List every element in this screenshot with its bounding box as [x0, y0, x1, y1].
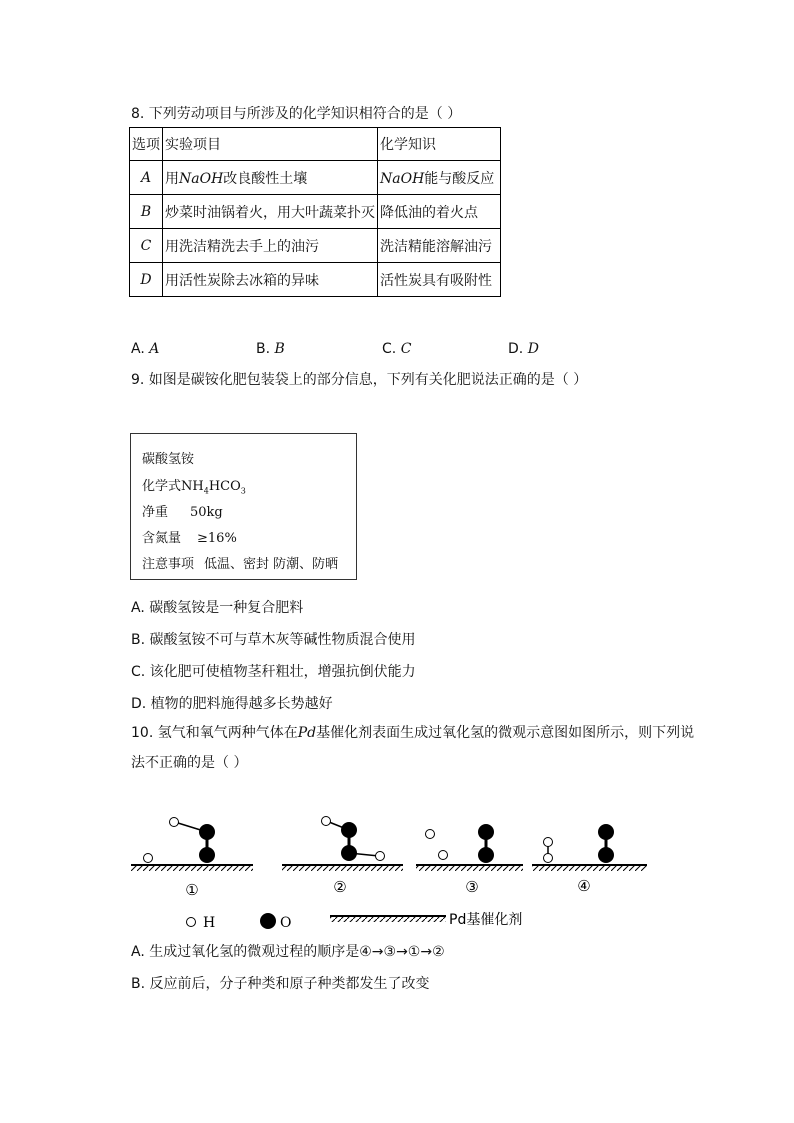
- fertilizer-label-box: [130, 433, 357, 580]
- knowledge-chem: NaOH: [380, 170, 425, 187]
- o-atom-icon: [478, 847, 494, 863]
- choice-value: C: [400, 341, 412, 357]
- q8-table: [129, 127, 501, 297]
- table-row: [130, 161, 501, 195]
- legend-catalyst-label: Pd基催化剂: [449, 912, 523, 928]
- header-option: 选项: [130, 128, 163, 161]
- row-option: C: [130, 229, 163, 263]
- table-row: [130, 195, 501, 229]
- q8-stem: 8. 下列劳动项目与所涉及的化学知识相符合的是（ ）: [131, 106, 462, 122]
- nitrogen-value: ≥16%: [197, 531, 237, 546]
- row-knowledge: 活性炭具有吸附性: [378, 263, 501, 297]
- h-atom-icon: [544, 854, 553, 863]
- notes-value: 低温、密封 防潮、防晒: [204, 557, 339, 572]
- table-row: [130, 229, 501, 263]
- o-atom-icon: [341, 822, 357, 838]
- row-item: 炒菜时油锅着火，用大叶蔬菜扑灭: [163, 195, 378, 229]
- row-item: [163, 161, 378, 195]
- item-text: 用: [165, 170, 179, 187]
- row-knowledge: 洗洁精能溶解油污: [378, 229, 501, 263]
- formula-subscript: 4: [203, 486, 209, 496]
- step-2-surface: [282, 865, 403, 871]
- o-atom-icon: [598, 824, 614, 840]
- legend-h-icon: [187, 918, 196, 927]
- row-option: A: [130, 161, 163, 195]
- row-option: D: [130, 263, 163, 297]
- choice-label: A.: [131, 341, 145, 357]
- q9-option-a: A. 碳酸氢铵是一种复合肥料: [131, 600, 304, 616]
- q8-choice-b: [256, 339, 285, 359]
- formula-mid: HCO: [208, 479, 241, 494]
- legend-catalyst-icon: [330, 916, 446, 922]
- h-atom-icon: [544, 838, 553, 847]
- legend-h-label: H: [203, 915, 216, 930]
- row-item: 用活性炭除去冰箱的异味: [163, 263, 378, 297]
- item-chem: NaOH: [179, 170, 224, 187]
- q9-option-b: B. 碳酸氢铵不可与草木灰等碱性物质混合使用: [131, 632, 416, 648]
- notes-label: 注意事项: [142, 557, 195, 572]
- table-header-row: [130, 128, 501, 161]
- stem-text: 10. 氢气和氧气两种气体在: [131, 725, 298, 741]
- fertilizer-name: 碳酸氢铵: [142, 452, 195, 467]
- q8-choice-c: [382, 339, 411, 359]
- row-knowledge: 降低油的着火点: [378, 195, 501, 229]
- header-item: 实验项目: [163, 128, 378, 161]
- q8-choice-a: [131, 339, 159, 359]
- o-atom-icon: [598, 847, 614, 863]
- table-row: [130, 263, 501, 297]
- weight-value: 50kg: [190, 505, 223, 520]
- q10-stem-line2: 法不正确的是（ ）: [131, 755, 248, 771]
- q10-option-a: A. 生成过氧化氢的微观过程的顺序是④→③→①→②: [131, 944, 445, 960]
- o-atom-icon: [478, 824, 494, 840]
- o-atom-icon: [341, 845, 357, 861]
- choice-value: A: [149, 341, 160, 357]
- formula-label: 化学式NH: [142, 479, 204, 494]
- nitrogen-label: 含氮量: [142, 531, 182, 546]
- choice-value: B: [274, 341, 285, 357]
- stem-text-post: 基催化剂表面生成过氧化氢的微观示意图如图所示，则下列说: [316, 725, 695, 741]
- fertilizer-weight: [142, 501, 223, 520]
- formula-subscript: 3: [240, 486, 246, 496]
- h-atom-icon: [144, 854, 153, 863]
- fertilizer-formula: [142, 475, 246, 496]
- h-atom-icon: [426, 830, 435, 839]
- q9-stem: 9. 如图是碳铵化肥包装袋上的部分信息，下列有关化肥说法正确的是（ ）: [131, 372, 588, 388]
- choice-value: D: [527, 341, 539, 357]
- catalyst-diagram: [125, 805, 675, 930]
- q8-choice-d: [508, 339, 539, 359]
- step-4-surface: [532, 865, 647, 871]
- step-1-surface: [131, 865, 253, 871]
- q10-option-b: B. 反应前后，分子种类和原子种类都发生了改变: [131, 976, 430, 992]
- o-atom-icon: [199, 847, 215, 863]
- o-atom-icon: [199, 824, 215, 840]
- legend-o-icon: [260, 913, 276, 929]
- choice-label: C.: [382, 341, 397, 357]
- fertilizer-nitrogen: [142, 527, 237, 546]
- step-label-2: ②: [333, 878, 347, 896]
- h-atom-icon: [439, 851, 448, 860]
- row-option: B: [130, 195, 163, 229]
- row-knowledge: [378, 161, 501, 195]
- q10-stem: [131, 723, 694, 743]
- choice-label: D.: [508, 341, 524, 357]
- fertilizer-notes: [142, 553, 338, 572]
- q9-option-d: D. 植物的肥料施得越多长势越好: [131, 696, 333, 712]
- step-label-4: ④: [577, 877, 591, 895]
- header-knowledge: 化学知识: [378, 128, 501, 161]
- step-label-1: ①: [185, 881, 199, 899]
- stem-chem: Pd: [297, 725, 317, 741]
- h-atom-icon: [376, 852, 385, 861]
- knowledge-text: 能与酸反应: [424, 170, 495, 187]
- h-atom-icon: [322, 817, 331, 826]
- legend-o-label: O: [280, 915, 292, 930]
- step-3-surface: [416, 865, 523, 871]
- choice-label: B.: [256, 341, 271, 357]
- q9-option-c: C. 该化肥可使植物茎秆粗壮，增强抗倒伏能力: [131, 664, 416, 680]
- row-item: 用洗洁精洗去手上的油污: [163, 229, 378, 263]
- weight-label: 净重: [142, 505, 169, 520]
- h-atom-icon: [170, 818, 179, 827]
- item-text-post: 改良酸性土壤: [223, 170, 308, 187]
- step-label-3: ③: [465, 878, 479, 896]
